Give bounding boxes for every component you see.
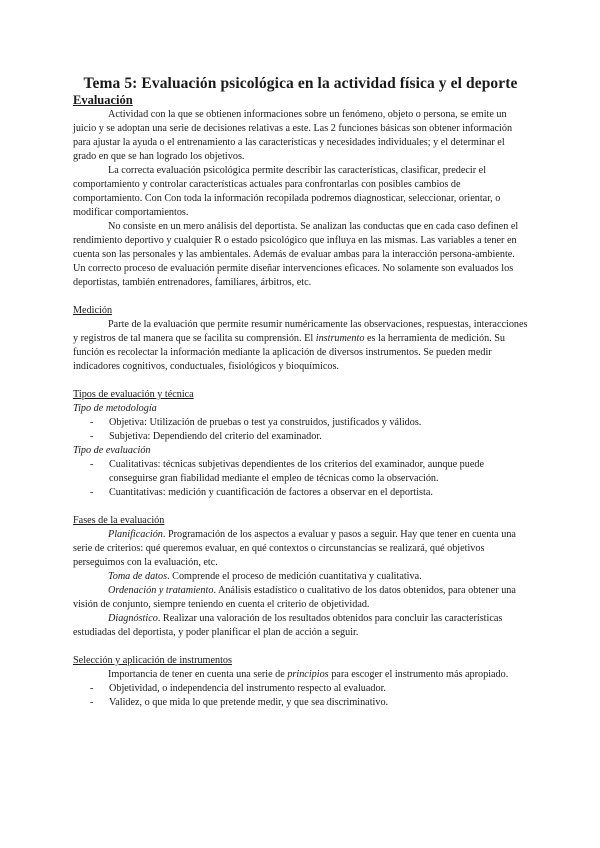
section-seleccion [73, 654, 528, 710]
paragraph [73, 570, 528, 584]
list-item [73, 682, 528, 696]
section-evaluacion [73, 93, 528, 290]
dash-bullet: - [90, 431, 94, 442]
dash-bullet: - [90, 417, 94, 428]
paragraph [73, 318, 528, 374]
list-item [73, 458, 528, 486]
dash-bullet: - [90, 697, 94, 708]
subheading-tipo-evaluacion: Tipo de evaluación [73, 445, 151, 456]
section-tipos [73, 388, 528, 500]
paragraph [73, 584, 528, 612]
paragraph [73, 528, 528, 570]
list-tipo-evaluacion [73, 458, 528, 500]
emphasis-term: Toma de datos [108, 571, 168, 582]
text-run: . Comprende el proceso de medición cuantitativa y cualitativa. [167, 571, 422, 582]
emphasis-term: Diagnóstico [108, 613, 158, 624]
list-item-text: Cualitativas: técnicas subjetivas dependientes de los criterios del examinador, aunque puede conseguirse gran fiabilidad mediante el empleo de técnicas como la observación. [109, 459, 484, 484]
dash-bullet: - [90, 459, 94, 470]
list-item-text: Validez, o que mida lo que pretende medir, y que sea discriminativo. [109, 697, 389, 708]
list-item-text: Cuantitativas: medición y cuantificación de factores a observar en el deportista. [109, 487, 433, 498]
text-run: . Análisis estadístico o cualitativo de los datos obtenidos, para obtener una visión de conjunto, siempre teniendo en cuenta el criterio de objetividad. [73, 585, 516, 610]
paragraph [73, 668, 528, 682]
document-title: Tema 5: Evaluación psicológica en la actividad física y el deporte [83, 75, 518, 92]
paragraph: No consiste en un mero análisis del deportista. Se analizan las conductas que en cada caso definen el rendimiento deportivo y cualquier R o estado psicológico que influya en las mismas. Las variables a tener en cuenta son las personales y las ambientales. Además de evaluar ambas para la interacción persona-ambiente. Un correcto proceso de evaluación permite diseñar intervenciones eficaces. No solamente son evaluados los deportistas, también entrenadores, familiares, árbitros, etc. [73, 221, 519, 288]
text-run: . Programación de los aspectos a evaluar y pasos a seguir. Hay que tener en cuenta una serie de criterios: qué queremos evaluar, en qué contextos o circunstancias se realizará, qué objetivos perseguimos con la evaluación, etc. [73, 529, 516, 568]
list-item-text: Objetiva: Utilización de pruebas o test ya construidos, justificados y válidos. [109, 417, 422, 428]
list-item [73, 696, 528, 710]
text-run: . Realizar una valoración de los resultados obtenidos para concluir las características estudiadas del deportista, y poder planificar el plan de acción a seguir. [73, 613, 503, 638]
emphasis-term: Planificación [108, 529, 163, 540]
text-run: es la herramienta de medición. Su función es recolectar la información mediante la aplicación de diversos instrumentos. Se pueden medir indicadores cognitivos, conductuales, fisiológicos y bioquímicos. [73, 333, 506, 372]
text-run: para escoger el instrumento más apropiado. [328, 669, 509, 680]
paragraph [73, 612, 528, 640]
dash-bullet: - [90, 487, 94, 498]
text-run: Importancia de tener en cuenta una serie de [108, 669, 288, 680]
list-item-text: Objetividad, o independencia del instrumento respecto al evaluador. [109, 683, 386, 694]
list-principios [73, 682, 528, 710]
emphasis-term: Ordenación y tratamiento [108, 585, 214, 596]
heading-fases: Fases de la evaluación [73, 515, 165, 526]
text-run: Parte de la evaluación que permite resumir numéricamente las observaciones, respuestas, interacciones y registros de tal manera que se facilita su comprensión. El [73, 319, 528, 344]
list-item-text: Subjetiva: Dependiendo del criterio del examinador. [109, 431, 322, 442]
section-medicion [73, 304, 528, 374]
list-item [73, 486, 528, 500]
list-item [73, 430, 528, 444]
emphasis-term: instrumento [315, 333, 365, 344]
emphasis-term: principios [287, 669, 329, 680]
paragraph: Actividad con la que se obtienen informaciones sobre un fenómeno, objeto o persona, se emite un juicio y se adoptan una serie de decisiones relativas a este. Las 2 funciones básicas son obtener información para ajustar la ayuda o el entrenamiento a las características y necesidades individuales; y el determinar el grado en que se han logrado los objetivos. [73, 109, 513, 162]
heading-evaluacion: Evaluación [73, 93, 133, 107]
heading-tipos: Tipos de evaluación y técnica [73, 389, 194, 400]
heading-seleccion: Selección y aplicación de instrumentos [73, 655, 232, 666]
list-metodologia [73, 416, 528, 444]
list-item [73, 416, 528, 430]
section-fases [73, 514, 528, 640]
subheading-metodologia: Tipo de metodología [73, 403, 157, 414]
dash-bullet: - [90, 683, 94, 694]
paragraph: La correcta evaluación psicológica permite describir las características, clasificar, predecir el comportamiento y controlar características actuales para confrontarlas con posibles cambios de comportamiento. Con Con toda la información recopilada podremos diagnosticar, seleccionar, orientar, o modificar comportamientos. [73, 165, 501, 218]
heading-medicion: Medición [73, 305, 113, 316]
